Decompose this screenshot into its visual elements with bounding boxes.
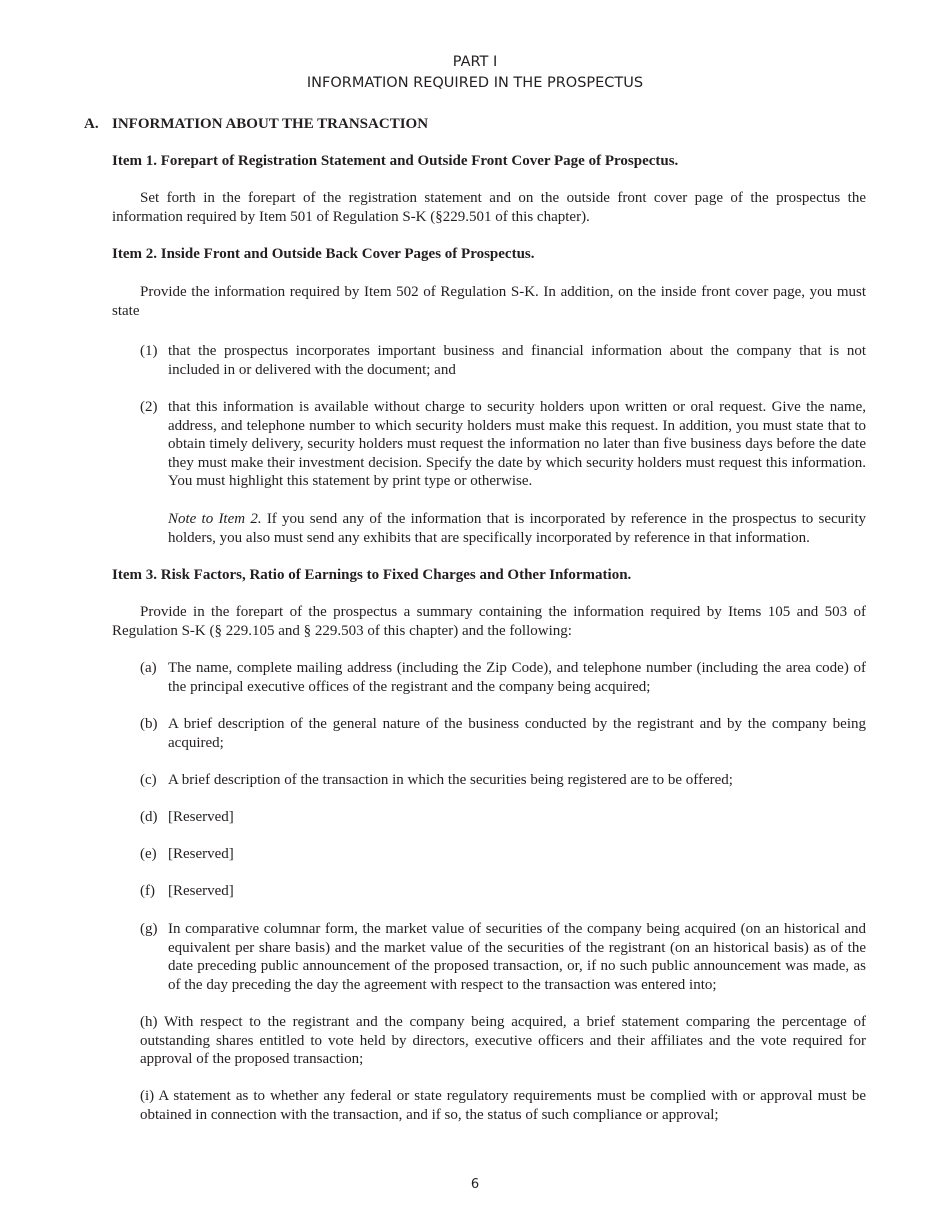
item2-paragraph: Provide the information required by Item 502 of Regulation S-K. In addition, on the inside front cover page, you must state: [112, 284, 866, 319]
item1-heading: Item 1. Forepart of Registration Statement and Outside Front Cover Page of Prospectus.: [112, 153, 679, 169]
item2-list-label-1: (1): [140, 343, 158, 359]
item1-paragraph: Set forth in the forepart of the registration statement and on the outside front cover page of the prospectus the information required by Item 501 of Regulation S-K (§229.501 of this chapter).: [112, 190, 866, 225]
item3-list-item-c: A brief description of the transaction in which the securities being registered are to be offered;: [168, 772, 733, 788]
item3-list-item-g: In comparative columnar form, the market value of securities of the company being acquired (on an historical and equivalent per share basis) and the market value of the securities of the registrant (on an historical basis) as of the date preceding public announcement of the proposed transaction, or, if no such public announcement was made, as of the day preceding the day the agreement with respect to the transaction was entered into;: [168, 921, 866, 993]
item2-note-text: If you send any of the information that is incorporated by reference in the prospectus to security holders, you also must send any exhibits that are specifically incorporated by reference in that information.: [168, 511, 867, 546]
item2-list-item-2: that this information is available without charge to security holders upon written or oral request. Give the name, address, and telephone number to which security holders must make this request. In addition, you must state that to obtain timely delivery, security holders must request the information no later than five business days before the date they must make their investment decision. Specify the date by which security holders must request this information. You must highlight this statement by print type or otherwise.: [168, 399, 866, 489]
item3-list-item-e: [Reserved]: [168, 846, 234, 862]
item3-list-item-b: A brief description of the general nature of the business conducted by the registrant and by the company being acquired;: [168, 716, 866, 751]
section-a-label: A.: [84, 116, 99, 132]
item3-item-h: (h) With respect to the registrant and the company being acquired, a brief statement comparing the percentage of outstanding shares entitled to vote held by directors, executive officers and their affiliates and the vote required for approval of the proposed transaction;: [140, 1014, 866, 1067]
item3-paragraph: Provide in the forepart of the prospectus a summary containing the information required by Items 105 and 503 of Regulation S-K (§ 229.105 and § 229.503 of this chapter) and the following:: [112, 604, 866, 639]
item2-list-label-2: (2): [140, 399, 158, 415]
item2-heading: Item 2. Inside Front and Outside Back Cover Pages of Prospectus.: [112, 246, 535, 262]
item3-list-label-e: (e): [140, 846, 157, 862]
section-a-title: INFORMATION ABOUT THE TRANSACTION: [112, 116, 429, 132]
item3-list-label-f: (f): [140, 883, 155, 899]
item3-item-i: (i) A statement as to whether any federal or state regulatory requirements must be complied with or approval must be obtained in connection with the transaction, and if so, the status of such compliance or approval;: [140, 1088, 866, 1123]
item3-list-label-d: (d): [140, 809, 158, 825]
item3-list-item-d: [Reserved]: [168, 809, 234, 825]
item2-note: [168, 510, 866, 547]
item3-list-item-f: [Reserved]: [168, 883, 234, 899]
item3-heading: Item 3. Risk Factors, Ratio of Earnings to Fixed Charges and Other Information.: [112, 567, 632, 583]
page-number: 6: [470, 1177, 480, 1192]
item2-note-label: Note to Item 2.: [168, 511, 262, 527]
page-title: INFORMATION REQUIRED IN THE PROSPECTUS: [306, 75, 644, 91]
item2-list-item-1: that the prospectus incorporates important business and financial information about the company that is not included in or delivered with the document; and: [168, 343, 866, 378]
item3-list-label-g: (g): [140, 921, 158, 937]
item3-list-label-a: (a): [140, 660, 157, 676]
part-label: PART I: [452, 54, 498, 70]
item3-list-label-c: (c): [140, 772, 157, 788]
item3-list-item-a: The name, complete mailing address (including the Zip Code), and telephone number (including the area code) of the principal executive offices of the registrant and the company being acquired;: [168, 660, 866, 695]
item3-list-label-b: (b): [140, 716, 158, 732]
